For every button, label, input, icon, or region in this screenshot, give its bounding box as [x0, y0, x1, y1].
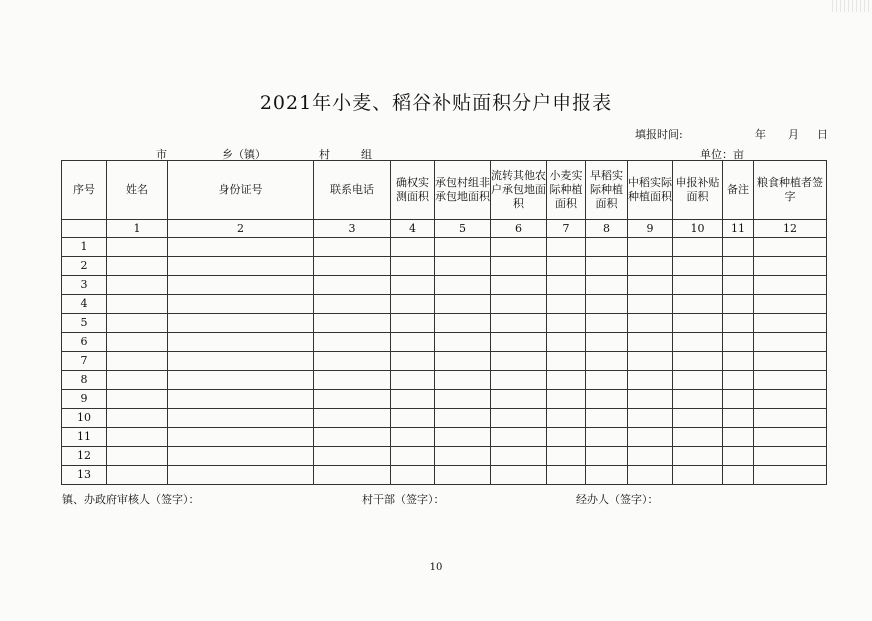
page-title: 2021年小麦、稻谷补贴面积分户申报表 — [259, 92, 613, 114]
table-cell[interactable] — [754, 409, 827, 428]
row-number: 8 — [62, 371, 107, 390]
row-number: 2 — [62, 257, 107, 276]
column-number: 3 — [314, 220, 391, 238]
table-cell[interactable] — [547, 314, 586, 333]
column-header: 身份证号 — [168, 161, 314, 220]
table-cell[interactable] — [628, 333, 673, 352]
table-cell[interactable] — [491, 390, 547, 409]
table-cell[interactable] — [168, 390, 314, 409]
table-cell[interactable] — [435, 466, 491, 485]
table-cell[interactable] — [107, 428, 168, 447]
table-cell[interactable] — [628, 295, 673, 314]
table-cell[interactable] — [168, 257, 314, 276]
table-cell[interactable] — [586, 257, 628, 276]
table-cell[interactable] — [314, 276, 391, 295]
table-row — [62, 295, 827, 314]
table-cell[interactable] — [723, 390, 754, 409]
table-cell[interactable] — [107, 409, 168, 428]
column-header: 中稻实际种植面积 — [628, 161, 673, 220]
table-cell[interactable] — [491, 276, 547, 295]
table-cell[interactable] — [107, 371, 168, 390]
column-header: 确权实测面积 — [391, 161, 435, 220]
table-cell[interactable] — [391, 295, 435, 314]
table-cell[interactable] — [435, 276, 491, 295]
table-cell[interactable] — [586, 238, 628, 257]
fill-time-label: 填报时间: — [635, 128, 683, 141]
fill-time-year: 年 — [755, 128, 766, 141]
table-cell[interactable] — [314, 428, 391, 447]
table-cell[interactable] — [168, 314, 314, 333]
table-cell[interactable] — [107, 447, 168, 466]
table-cell[interactable] — [168, 295, 314, 314]
table-cell[interactable] — [754, 390, 827, 409]
page-number: 10 — [429, 562, 443, 573]
table-cell[interactable] — [107, 390, 168, 409]
column-number: 8 — [586, 220, 628, 238]
footer-village-cadre: 村干部（签字）： — [362, 493, 445, 506]
table-cell[interactable] — [314, 447, 391, 466]
table-cell[interactable] — [391, 257, 435, 276]
table-cell[interactable] — [723, 295, 754, 314]
table-cell[interactable] — [491, 333, 547, 352]
table-cell[interactable] — [628, 276, 673, 295]
table-cell[interactable] — [391, 333, 435, 352]
area-city: 市 — [156, 148, 167, 161]
column-number: 1 — [107, 220, 168, 238]
column-number: 2 — [168, 220, 314, 238]
table-cell[interactable] — [168, 333, 314, 352]
table-cell[interactable] — [107, 295, 168, 314]
table-cell[interactable] — [435, 371, 491, 390]
table-row — [62, 257, 827, 276]
unit-label: 单位：亩 — [700, 148, 744, 161]
table-cell[interactable] — [391, 276, 435, 295]
column-number: 4 — [391, 220, 435, 238]
table-cell[interactable] — [391, 352, 435, 371]
table-cell[interactable] — [586, 447, 628, 466]
row-number: 11 — [62, 428, 107, 447]
table-cell[interactable] — [754, 295, 827, 314]
table-cell[interactable] — [107, 257, 168, 276]
table-cell[interactable] — [391, 466, 435, 485]
table-row — [62, 447, 827, 466]
table-cell[interactable] — [673, 466, 723, 485]
row-number: 4 — [62, 295, 107, 314]
table-cell[interactable] — [754, 333, 827, 352]
table-cell[interactable] — [754, 276, 827, 295]
table-cell[interactable] — [723, 447, 754, 466]
table-cell[interactable] — [628, 371, 673, 390]
table-cell[interactable] — [435, 333, 491, 352]
table-cell[interactable] — [435, 447, 491, 466]
table-row — [62, 333, 827, 352]
table-cell[interactable] — [547, 257, 586, 276]
table-cell[interactable] — [435, 314, 491, 333]
table-cell[interactable] — [491, 466, 547, 485]
table-cell[interactable] — [628, 390, 673, 409]
column-number: 11 — [723, 220, 754, 238]
table-row — [62, 238, 827, 257]
table-cell[interactable] — [547, 352, 586, 371]
table-cell[interactable] — [547, 466, 586, 485]
table-cell[interactable] — [314, 466, 391, 485]
table-cell[interactable] — [586, 409, 628, 428]
table-cell[interactable] — [723, 371, 754, 390]
table-cell[interactable] — [168, 428, 314, 447]
table-cell[interactable] — [547, 238, 586, 257]
table-cell[interactable] — [168, 238, 314, 257]
column-number: 12 — [754, 220, 827, 238]
row-number: 1 — [62, 238, 107, 257]
table-cell[interactable] — [314, 390, 391, 409]
table-cell[interactable] — [491, 314, 547, 333]
table-cell[interactable] — [547, 428, 586, 447]
table-cell[interactable] — [673, 333, 723, 352]
table-row — [62, 466, 827, 485]
column-header: 联系电话 — [314, 161, 391, 220]
table-cell[interactable] — [391, 390, 435, 409]
table-cell[interactable] — [491, 428, 547, 447]
table-cell[interactable] — [673, 390, 723, 409]
column-number: 7 — [547, 220, 586, 238]
table-cell[interactable] — [754, 314, 827, 333]
table-cell[interactable] — [723, 409, 754, 428]
area-village: 村 — [319, 148, 330, 161]
table-cell[interactable] — [168, 371, 314, 390]
table-cell[interactable] — [491, 295, 547, 314]
table-cell[interactable] — [314, 409, 391, 428]
row-number: 3 — [62, 276, 107, 295]
row-number: 13 — [62, 466, 107, 485]
table-cell[interactable] — [723, 466, 754, 485]
table-cell[interactable] — [547, 390, 586, 409]
table-cell[interactable] — [391, 428, 435, 447]
table-cell[interactable] — [491, 447, 547, 466]
table-cell[interactable] — [491, 238, 547, 257]
table-row — [62, 276, 827, 295]
table-cell[interactable] — [314, 238, 391, 257]
column-number: 9 — [628, 220, 673, 238]
table-cell[interactable] — [628, 238, 673, 257]
table-cell[interactable] — [754, 428, 827, 447]
table-cell[interactable] — [673, 371, 723, 390]
table-row — [62, 390, 827, 409]
table-cell[interactable] — [673, 295, 723, 314]
column-number: 5 — [435, 220, 491, 238]
row-number: 12 — [62, 447, 107, 466]
table-cell[interactable] — [586, 333, 628, 352]
table-cell[interactable] — [491, 257, 547, 276]
table-cell[interactable] — [435, 295, 491, 314]
table-cell[interactable] — [673, 352, 723, 371]
table-cell[interactable] — [314, 257, 391, 276]
row-number: 5 — [62, 314, 107, 333]
fill-time-day: 日 — [817, 128, 828, 141]
table-cell[interactable] — [723, 352, 754, 371]
column-number: 10 — [673, 220, 723, 238]
table-cell[interactable] — [673, 238, 723, 257]
column-number — [62, 220, 107, 238]
table-cell[interactable] — [168, 447, 314, 466]
table-cell[interactable] — [673, 276, 723, 295]
column-header: 姓名 — [107, 161, 168, 220]
column-header: 申报补贴面积 — [673, 161, 723, 220]
table-cell[interactable] — [391, 447, 435, 466]
table-cell[interactable] — [435, 409, 491, 428]
table-cell[interactable] — [673, 257, 723, 276]
table-cell[interactable] — [723, 276, 754, 295]
table-cell[interactable] — [628, 428, 673, 447]
table-cell[interactable] — [391, 371, 435, 390]
table-cell[interactable] — [547, 447, 586, 466]
table-cell[interactable] — [107, 238, 168, 257]
table-cell[interactable] — [628, 466, 673, 485]
table-cell[interactable] — [168, 276, 314, 295]
table-cell[interactable] — [586, 371, 628, 390]
table-cell[interactable] — [314, 371, 391, 390]
table-cell[interactable] — [314, 295, 391, 314]
column-header: 早稻实际种植面积 — [586, 161, 628, 220]
table-cell[interactable] — [586, 352, 628, 371]
table-cell[interactable] — [435, 257, 491, 276]
table-cell[interactable] — [547, 295, 586, 314]
table-cell[interactable] — [754, 447, 827, 466]
table-cell[interactable] — [435, 238, 491, 257]
table-cell[interactable] — [673, 447, 723, 466]
table-cell[interactable] — [723, 314, 754, 333]
table-cell[interactable] — [491, 409, 547, 428]
table-cell[interactable] — [754, 466, 827, 485]
table-cell[interactable] — [107, 314, 168, 333]
table-cell[interactable] — [673, 409, 723, 428]
row-number: 7 — [62, 352, 107, 371]
table-cell[interactable] — [628, 447, 673, 466]
column-header: 流转其他农户承包地面积 — [491, 161, 547, 220]
table-cell[interactable] — [547, 333, 586, 352]
column-header: 序号 — [62, 161, 107, 220]
subsidy-table — [61, 160, 827, 485]
column-number: 6 — [491, 220, 547, 238]
table-cell[interactable] — [168, 409, 314, 428]
row-number: 10 — [62, 409, 107, 428]
column-header: 小麦实际种植面积 — [547, 161, 586, 220]
table-row — [62, 352, 827, 371]
table-cell[interactable] — [754, 257, 827, 276]
area-group: 组 — [361, 148, 372, 161]
table-cell[interactable] — [314, 314, 391, 333]
table-cell[interactable] — [314, 333, 391, 352]
table-cell[interactable] — [168, 466, 314, 485]
table-cell[interactable] — [628, 352, 673, 371]
table-cell[interactable] — [586, 428, 628, 447]
table-row — [62, 409, 827, 428]
column-number-row — [62, 220, 827, 238]
table-cell[interactable] — [107, 466, 168, 485]
column-header: 备注 — [723, 161, 754, 220]
table-cell[interactable] — [628, 257, 673, 276]
table-cell[interactable] — [723, 333, 754, 352]
table-row — [62, 314, 827, 333]
table-cell[interactable] — [673, 428, 723, 447]
table-cell[interactable] — [723, 238, 754, 257]
table-cell[interactable] — [435, 390, 491, 409]
table-cell[interactable] — [107, 352, 168, 371]
table-cell[interactable] — [491, 371, 547, 390]
column-header: 粮食种植者签字 — [754, 161, 827, 220]
table-cell[interactable] — [391, 314, 435, 333]
fill-time-month: 月 — [788, 128, 799, 141]
table-cell[interactable] — [754, 238, 827, 257]
row-number: 9 — [62, 390, 107, 409]
table-cell[interactable] — [168, 352, 314, 371]
table-cell[interactable] — [435, 352, 491, 371]
footer-handler: 经办人（签字）： — [576, 493, 659, 506]
table-cell[interactable] — [435, 428, 491, 447]
scan-edge-artifact — [832, 0, 872, 12]
table-cell[interactable] — [628, 409, 673, 428]
table-row — [62, 371, 827, 390]
table-cell[interactable] — [586, 390, 628, 409]
table-cell[interactable] — [673, 314, 723, 333]
table-cell[interactable] — [586, 466, 628, 485]
area-township: 乡（镇） — [222, 148, 266, 161]
table-cell[interactable] — [754, 352, 827, 371]
table-cell[interactable] — [628, 314, 673, 333]
table-cell[interactable] — [586, 276, 628, 295]
table-cell[interactable] — [547, 371, 586, 390]
table-cell[interactable] — [723, 257, 754, 276]
table-cell[interactable] — [754, 371, 827, 390]
table-cell[interactable] — [586, 295, 628, 314]
table-cell[interactable] — [723, 428, 754, 447]
table-cell[interactable] — [547, 276, 586, 295]
table-cell[interactable] — [586, 314, 628, 333]
table-cell[interactable] — [391, 409, 435, 428]
row-number: 6 — [62, 333, 107, 352]
footer-township-reviewer: 镇、办政府审核人（签字）： — [62, 493, 200, 506]
table-cell[interactable] — [107, 333, 168, 352]
table-cell[interactable] — [547, 409, 586, 428]
table-cell[interactable] — [314, 352, 391, 371]
table-header-row — [62, 161, 827, 220]
table-cell[interactable] — [107, 276, 168, 295]
table-row — [62, 428, 827, 447]
table-cell[interactable] — [391, 238, 435, 257]
column-header: 承包村组非承包地面积 — [435, 161, 491, 220]
table-cell[interactable] — [491, 352, 547, 371]
